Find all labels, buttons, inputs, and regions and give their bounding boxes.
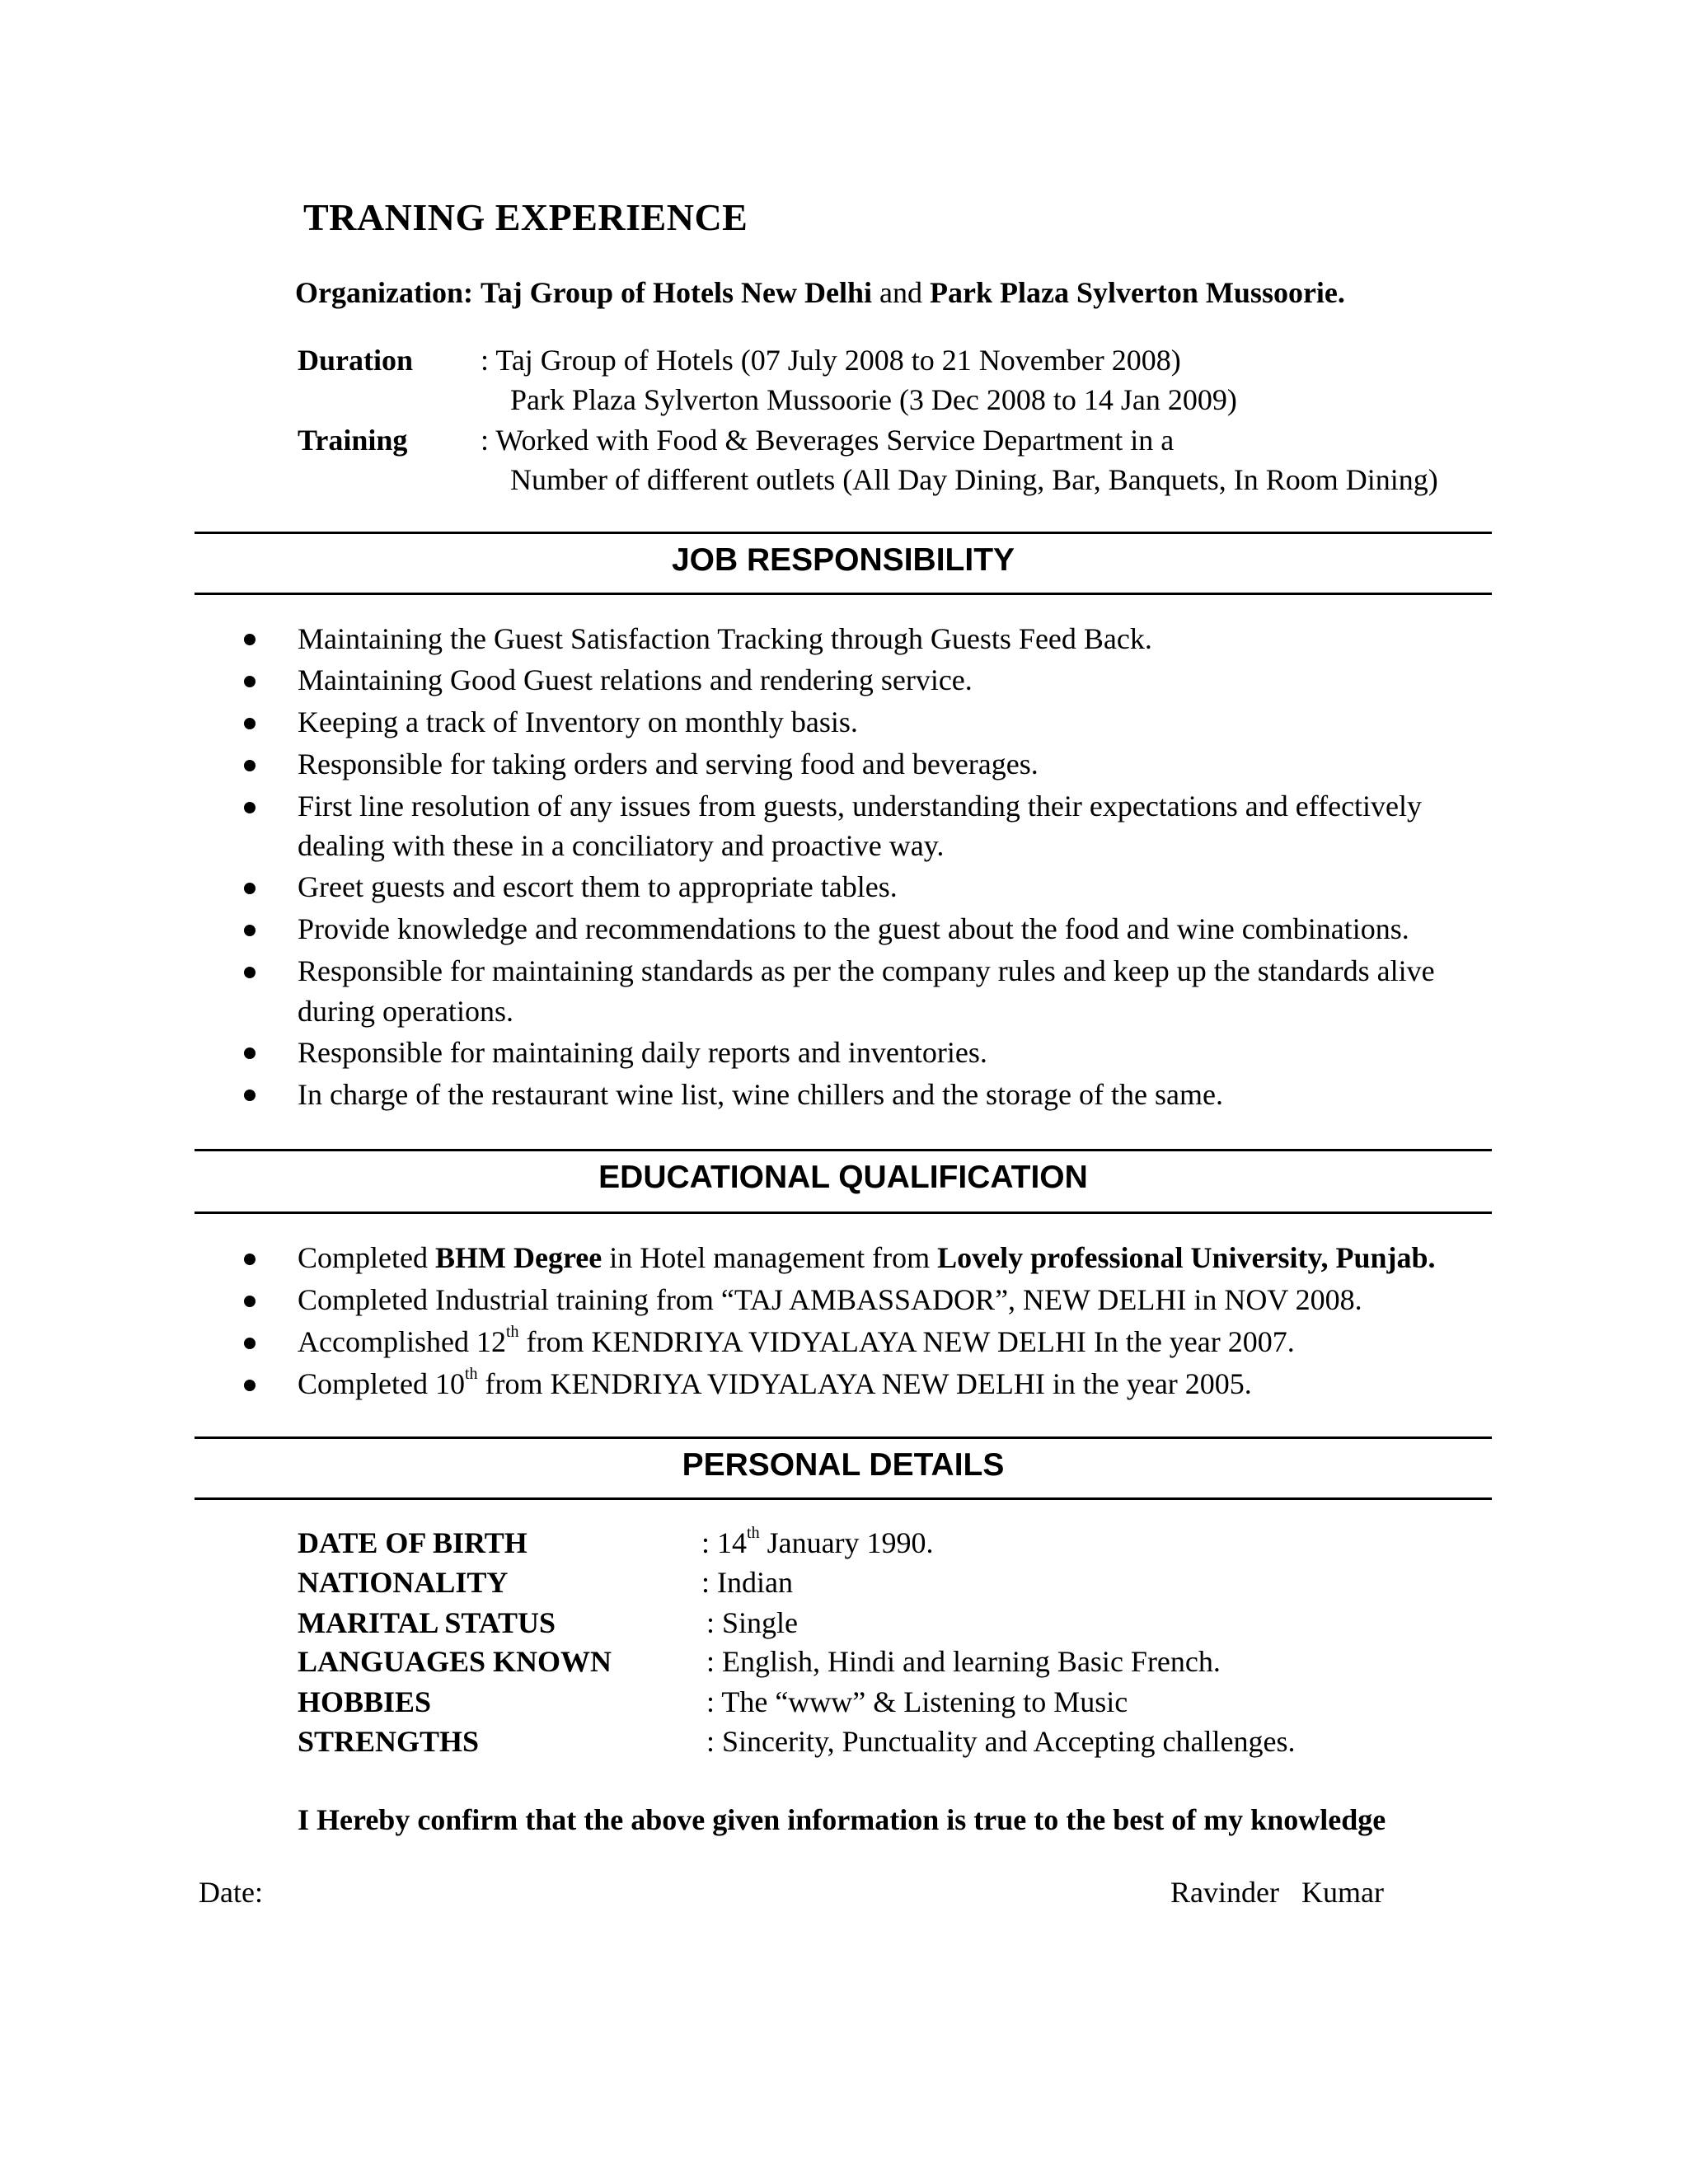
superscript: th	[505, 1323, 519, 1341]
university-name: Lovely professional University, Punjab.	[937, 1241, 1436, 1274]
personal-heading: PERSONAL DETAILS	[682, 1447, 1005, 1483]
training-label: Training	[298, 424, 408, 457]
organization-1: Taj Group of Hotels New Delhi	[480, 276, 872, 309]
signature-name: Ravinder Kumar	[1170, 1876, 1384, 1909]
bullet	[244, 967, 256, 978]
bullet	[244, 1296, 256, 1307]
marital-status-label: MARITAL STATUS	[298, 1606, 556, 1639]
list-item: In charge of the restaurant wine list, wine chillers and the storage of the same.	[298, 1078, 1223, 1111]
bullet	[244, 634, 256, 645]
organization-and: and	[879, 276, 922, 309]
bullet	[244, 676, 256, 687]
degree-name: BHM Degree	[434, 1241, 603, 1274]
education-text: from KENDRIYA VIDYALAYA NEW DELHI in the year 2005.	[477, 1367, 1252, 1400]
hobbies-label: HOBBIES	[298, 1685, 432, 1718]
education-text: in Hotel management from	[602, 1241, 938, 1274]
strengths-label: STRENGTHS	[298, 1725, 480, 1758]
hobbies-value: : The “www” & Listening to Music	[706, 1685, 1128, 1718]
nationality-value: : Indian	[701, 1566, 793, 1599]
bullet	[244, 718, 256, 729]
date-label: Date:	[199, 1876, 263, 1909]
education-heading: EDUCATIONAL QUALIFICATION	[598, 1160, 1088, 1195]
education-item-3	[298, 1324, 1295, 1359]
bullet	[244, 1047, 256, 1059]
bullet	[244, 802, 256, 813]
list-item: Keeping a track of Inventory on monthly basis.	[298, 705, 858, 738]
organization-2: Park Plaza Sylverton Mussoorie.	[929, 276, 1345, 309]
declaration: I Hereby confirm that the above given information is true to the best of my knowledge	[298, 1803, 1386, 1836]
divider	[195, 532, 1492, 534]
bullet	[244, 1254, 256, 1265]
training-title: TRANING EXPERIENCE	[303, 196, 748, 238]
duration-label: Duration	[298, 344, 414, 377]
list-item: Greet guests and escort them to appropriate tables.	[298, 870, 898, 903]
list-item-continuation: dealing with these in a conciliatory and proactive way.	[298, 829, 945, 862]
list-item: Responsible for maintaining daily reports and inventories.	[298, 1036, 987, 1069]
bullet	[244, 925, 256, 936]
duration-line-2: Park Plaza Sylverton Mussoorie (3 Dec 2008 to 14 Jan 2009)	[510, 383, 1237, 416]
divider	[195, 1436, 1492, 1439]
training-line-1: : Worked with Food & Beverages Service Department in a	[481, 424, 1175, 457]
list-item: Maintaining the Guest Satisfaction Tracking through Guests Feed Back.	[298, 622, 1152, 655]
strengths-value: : Sincerity, Punctuality and Accepting challenges.	[706, 1725, 1296, 1758]
list-item: Maintaining Good Guest relations and rendering service.	[298, 663, 973, 696]
bullet	[244, 1380, 256, 1391]
bullet	[244, 1090, 256, 1101]
superscript: th	[464, 1365, 478, 1383]
education-text: Completed 10	[298, 1367, 465, 1400]
bullet	[244, 760, 256, 771]
languages-value: : English, Hindi and learning Basic French.	[706, 1645, 1221, 1678]
languages-label: LANGUAGES KNOWN	[298, 1645, 612, 1678]
divider	[195, 1149, 1492, 1151]
duration-line-1: : Taj Group of Hotels (07 July 2008 to 21 November 2008)	[481, 344, 1181, 377]
dob-value	[701, 1526, 934, 1560]
list-item: Provide knowledge and recommendations to the guest about the food and wine combinations.	[298, 912, 1409, 945]
dob-label: DATE OF BIRTH	[298, 1526, 528, 1559]
marital-status-value: : Single	[706, 1606, 799, 1639]
list-item-continuation: during operations.	[298, 995, 513, 1028]
education-item-1	[298, 1240, 1436, 1275]
dob-text: January 1990.	[759, 1526, 934, 1559]
education-item-4	[298, 1366, 1252, 1401]
dob-text: : 14	[701, 1526, 748, 1559]
divider	[195, 593, 1492, 595]
organization-line	[295, 275, 1345, 310]
nationality-label: NATIONALITY	[298, 1566, 509, 1599]
superscript: th	[747, 1524, 760, 1542]
education-item-2: Completed Industrial training from “TAJ AMBASSADOR”, NEW DELHI in NOV 2008.	[298, 1283, 1362, 1316]
training-line-2: Number of different outlets (All Day Dining, Bar, Banquets, In Room Dining)	[510, 463, 1438, 496]
education-text: Accomplished 12	[298, 1325, 506, 1358]
list-item: Responsible for maintaining standards as per the company rules and keep up the standards alive	[298, 954, 1435, 987]
organization-label: Organization:	[295, 276, 473, 309]
bullet	[244, 883, 256, 894]
list-item: Responsible for taking orders and serving food and beverages.	[298, 748, 1039, 780]
list-item: First line resolution of any issues from guests, understanding their expectations and effectively	[298, 790, 1423, 823]
bullet	[244, 1338, 256, 1349]
divider	[195, 1212, 1492, 1214]
job-heading: JOB RESPONSIBILITY	[671, 542, 1015, 578]
education-text: Completed	[298, 1241, 435, 1274]
divider	[195, 1497, 1492, 1500]
education-text: from KENDRIYA VIDYALAYA NEW DELHI In the year 2007.	[518, 1325, 1295, 1358]
